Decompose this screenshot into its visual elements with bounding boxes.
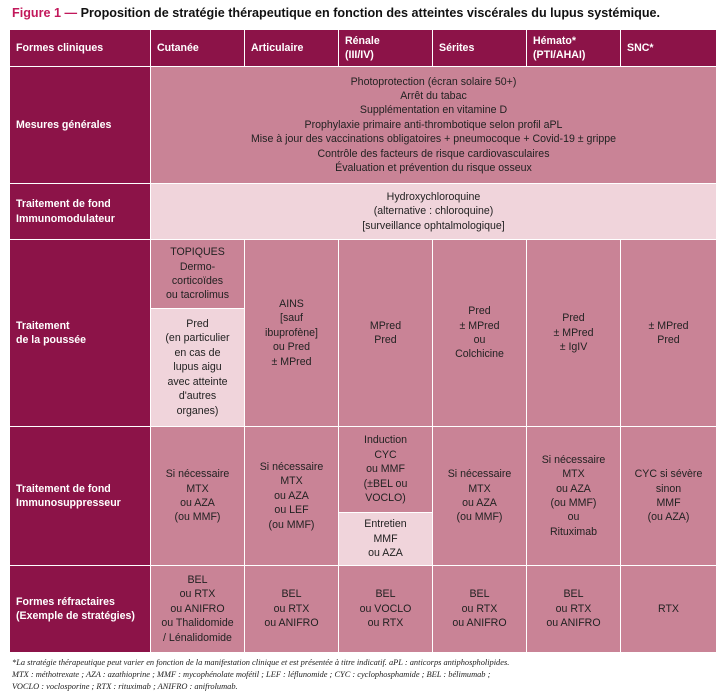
text-line: ou RTX bbox=[461, 602, 498, 615]
poussee-snc bbox=[621, 240, 717, 427]
poussee-articulaire bbox=[245, 240, 339, 427]
text-line: CYC si sévère bbox=[634, 468, 703, 481]
text-line: Traitement de fond bbox=[16, 482, 111, 495]
text-line: Si nécessaire bbox=[259, 460, 324, 473]
row-fond-immunomodulateur bbox=[10, 184, 717, 240]
refractaires-articulaire bbox=[245, 566, 339, 653]
text-line: ou RTX bbox=[367, 617, 404, 630]
text-line: ou AZA bbox=[368, 547, 403, 560]
text-line: ou tacrolimus bbox=[166, 289, 229, 302]
text-line: ou MMF bbox=[366, 463, 405, 476]
text-line: ou ANIFRO bbox=[546, 617, 601, 630]
row-refractaires bbox=[10, 566, 717, 653]
text-line: Mise à jour des vaccinations obligatoires + pneumocoque + Covid-19 ± grippe bbox=[250, 133, 617, 146]
row-label-mesures: Mesures générales bbox=[10, 67, 151, 184]
header-cutanee: Cutanée bbox=[151, 30, 245, 67]
text-line: sinon bbox=[655, 482, 682, 495]
text-line: (ou MMF) bbox=[456, 511, 503, 524]
text-line: Évaluation et prévention du risque osseux bbox=[335, 162, 532, 175]
text-line: Colchicine bbox=[455, 348, 504, 361]
text-line: (ou AZA) bbox=[647, 511, 690, 524]
text-line: ou bbox=[473, 334, 486, 346]
text-line: ou bbox=[567, 511, 580, 524]
text-line: BEL bbox=[187, 573, 208, 586]
text-line: corticoïdes bbox=[171, 275, 224, 287]
text-line: (ou MMF) bbox=[550, 497, 597, 509]
text-line: VOCLO) bbox=[365, 492, 406, 505]
therapy-table bbox=[9, 29, 717, 653]
text-line: Pred bbox=[657, 334, 680, 346]
immunosup-serites bbox=[433, 427, 527, 566]
text-line: lupus aigu bbox=[173, 361, 222, 374]
text-line: MTX bbox=[468, 482, 491, 495]
text-line: ou Pred bbox=[272, 341, 311, 354]
text-line: (alternative : chloroquine) bbox=[373, 205, 494, 218]
poussee-hemato bbox=[527, 240, 621, 427]
text-line: Hémato* bbox=[533, 34, 576, 47]
text-line: Entretien bbox=[364, 518, 407, 531]
header-snc: SNC* bbox=[621, 30, 717, 67]
text-line: ibuprofène] bbox=[264, 326, 318, 339]
text-line: MMF bbox=[656, 497, 681, 509]
header-serites: Sérites bbox=[433, 30, 527, 67]
text-line: ou RTX bbox=[179, 588, 216, 601]
text-line: ou AZA bbox=[556, 482, 591, 495]
text-line: en cas de bbox=[174, 346, 221, 359]
figure-caption: Proposition de stratégie thérapeutique en fonction des atteintes viscérales du lupus systémique. bbox=[77, 6, 661, 20]
text-line: ou LEF bbox=[274, 504, 309, 517]
text-line: ou ANIFRO bbox=[264, 617, 319, 630]
text-line: ou RTX bbox=[555, 602, 592, 615]
text-line: Induction bbox=[364, 434, 407, 447]
immunosup-cutanee bbox=[151, 427, 245, 566]
immunosup-renale-induction bbox=[339, 427, 433, 513]
refractaires-hemato bbox=[527, 566, 621, 653]
text-line: Rituximab bbox=[549, 525, 598, 538]
text-line: Contrôle des facteurs de risque cardiovasculaires bbox=[317, 147, 550, 160]
poussee-cutanee-pred bbox=[151, 309, 245, 427]
text-line: ou ANIFRO bbox=[170, 602, 225, 615]
text-line: Arrêt du tabac bbox=[400, 89, 467, 102]
text-line: organes) bbox=[176, 404, 219, 417]
text-line: de la poussée bbox=[16, 334, 87, 346]
text-line: Pred bbox=[374, 334, 397, 346]
row-label-immunosuppresseur bbox=[10, 427, 151, 566]
text-line: MTX bbox=[280, 475, 303, 488]
text-line: Rénale bbox=[345, 34, 380, 47]
text-line: Prophylaxie primaire anti-thrombotique selon profil aPL bbox=[304, 118, 563, 131]
refractaires-snc bbox=[621, 566, 717, 653]
row-label-poussee bbox=[10, 240, 151, 427]
header-row bbox=[10, 30, 717, 67]
text-line: Pred bbox=[186, 318, 209, 331]
text-line: ou AZA bbox=[462, 497, 497, 509]
row-immunosup-a bbox=[10, 427, 717, 513]
text-line: VOCLO : voclosporine ; RTX : rituximab ; ANIFRO : anifrolumab. bbox=[12, 681, 238, 691]
mesures-content bbox=[151, 67, 717, 184]
text-line: BEL bbox=[375, 588, 396, 601]
text-line: BEL bbox=[469, 588, 490, 601]
text-line: (III/IV) bbox=[345, 49, 374, 61]
text-line: avec atteinte bbox=[167, 375, 228, 388]
text-line: ou RTX bbox=[273, 602, 310, 615]
header-hemato bbox=[527, 30, 621, 67]
text-line: (ou MMF) bbox=[268, 518, 315, 531]
text-line: Dermo- bbox=[179, 260, 216, 273]
text-line: Si nécessaire bbox=[541, 453, 606, 466]
text-line: Hydroxychloroquine bbox=[386, 190, 481, 203]
header-renale bbox=[339, 30, 433, 67]
row-mesures-generales bbox=[10, 67, 717, 184]
text-line: MPred bbox=[369, 319, 402, 332]
text-line: MTX bbox=[562, 468, 585, 481]
text-line: Formes réfractaires bbox=[16, 595, 115, 608]
text-line: ± MPred bbox=[553, 326, 594, 339]
immunosup-hemato bbox=[527, 427, 621, 566]
text-line: CYC bbox=[374, 448, 397, 461]
text-line: (±BEL ou bbox=[363, 477, 408, 490]
text-line: d'autres bbox=[178, 390, 217, 403]
refractaires-serites bbox=[433, 566, 527, 653]
text-line: ± MPred bbox=[271, 355, 312, 368]
text-line: (PTI/AHAI) bbox=[533, 49, 586, 61]
text-line: [surveillance ophtalmologique] bbox=[362, 219, 505, 232]
text-line: Traitement bbox=[16, 319, 70, 332]
text-line: Supplémentation en vitamine D bbox=[359, 104, 508, 117]
text-line: [sauf bbox=[280, 312, 303, 325]
text-line: (en particulier bbox=[165, 332, 230, 345]
text-line: Immunomodulateur bbox=[16, 212, 115, 225]
text-line: ± MPred bbox=[648, 319, 689, 332]
text-line: ou AZA bbox=[180, 497, 215, 509]
text-line: Immunosuppresseur bbox=[16, 497, 121, 509]
text-line: *La stratégie thérapeutique peut varier en fonction de la manifestation clinique et est présentée à titre indicatif. aPL : anticorps antiphospholipides. bbox=[12, 658, 510, 667]
row-label-immunomodulateur bbox=[10, 184, 151, 240]
text-line: MTX : méthotrexate ; AZA : azathioprine ; MMF : mycophénolate mofétil ; LEF : léflunomide ; CYC : cyclophosphamide ; BEL : bélimumab ; bbox=[12, 669, 491, 679]
text-line: MTX bbox=[186, 482, 209, 495]
immunomod-content bbox=[151, 184, 717, 240]
refractaires-renale bbox=[339, 566, 433, 653]
text-line: TOPIQUES bbox=[170, 246, 225, 259]
refractaires-cutanee bbox=[151, 566, 245, 653]
header-articulaire: Articulaire bbox=[245, 30, 339, 67]
text-line: / Lénalidomide bbox=[163, 631, 232, 644]
text-line: AINS bbox=[279, 297, 304, 310]
text-line: ou VOCLO bbox=[359, 602, 412, 615]
row-label-refractaires bbox=[10, 566, 151, 653]
text-line: Si nécessaire bbox=[447, 468, 512, 481]
header-formes-cliniques: Formes cliniques bbox=[10, 30, 151, 67]
immunosup-snc bbox=[621, 427, 717, 566]
text-line: MMF bbox=[373, 532, 398, 545]
text-line: Pred bbox=[562, 312, 585, 325]
text-line: ou Thalidomide bbox=[161, 617, 234, 630]
poussee-cutanee-topiques bbox=[151, 240, 245, 309]
figure-label: Figure 1 — bbox=[12, 6, 78, 20]
poussee-serites bbox=[433, 240, 527, 427]
text-line: Pred bbox=[468, 305, 491, 318]
text-line: (Exemple de stratégies) bbox=[16, 610, 135, 622]
immunosup-renale-entretien bbox=[339, 513, 433, 566]
text-line: ou AZA bbox=[274, 489, 309, 502]
text-line: Traitement de fond bbox=[16, 198, 111, 211]
poussee-renale bbox=[339, 240, 433, 427]
row-poussee-a bbox=[10, 240, 717, 309]
immunosup-articulaire bbox=[245, 427, 339, 566]
text-line: ± IgIV bbox=[559, 341, 588, 354]
text-line: BEL bbox=[563, 588, 584, 601]
text-line: ± MPred bbox=[459, 319, 500, 332]
text-line: BEL bbox=[281, 588, 302, 601]
text-line: RTX bbox=[658, 602, 679, 615]
text-line: (ou MMF) bbox=[174, 511, 221, 524]
text-line: Si nécessaire bbox=[165, 468, 230, 481]
text-line: Photoprotection (écran solaire 50+) bbox=[350, 75, 517, 88]
figure-title bbox=[12, 6, 660, 20]
text-line: ou ANIFRO bbox=[452, 617, 507, 630]
footnote bbox=[12, 657, 717, 693]
